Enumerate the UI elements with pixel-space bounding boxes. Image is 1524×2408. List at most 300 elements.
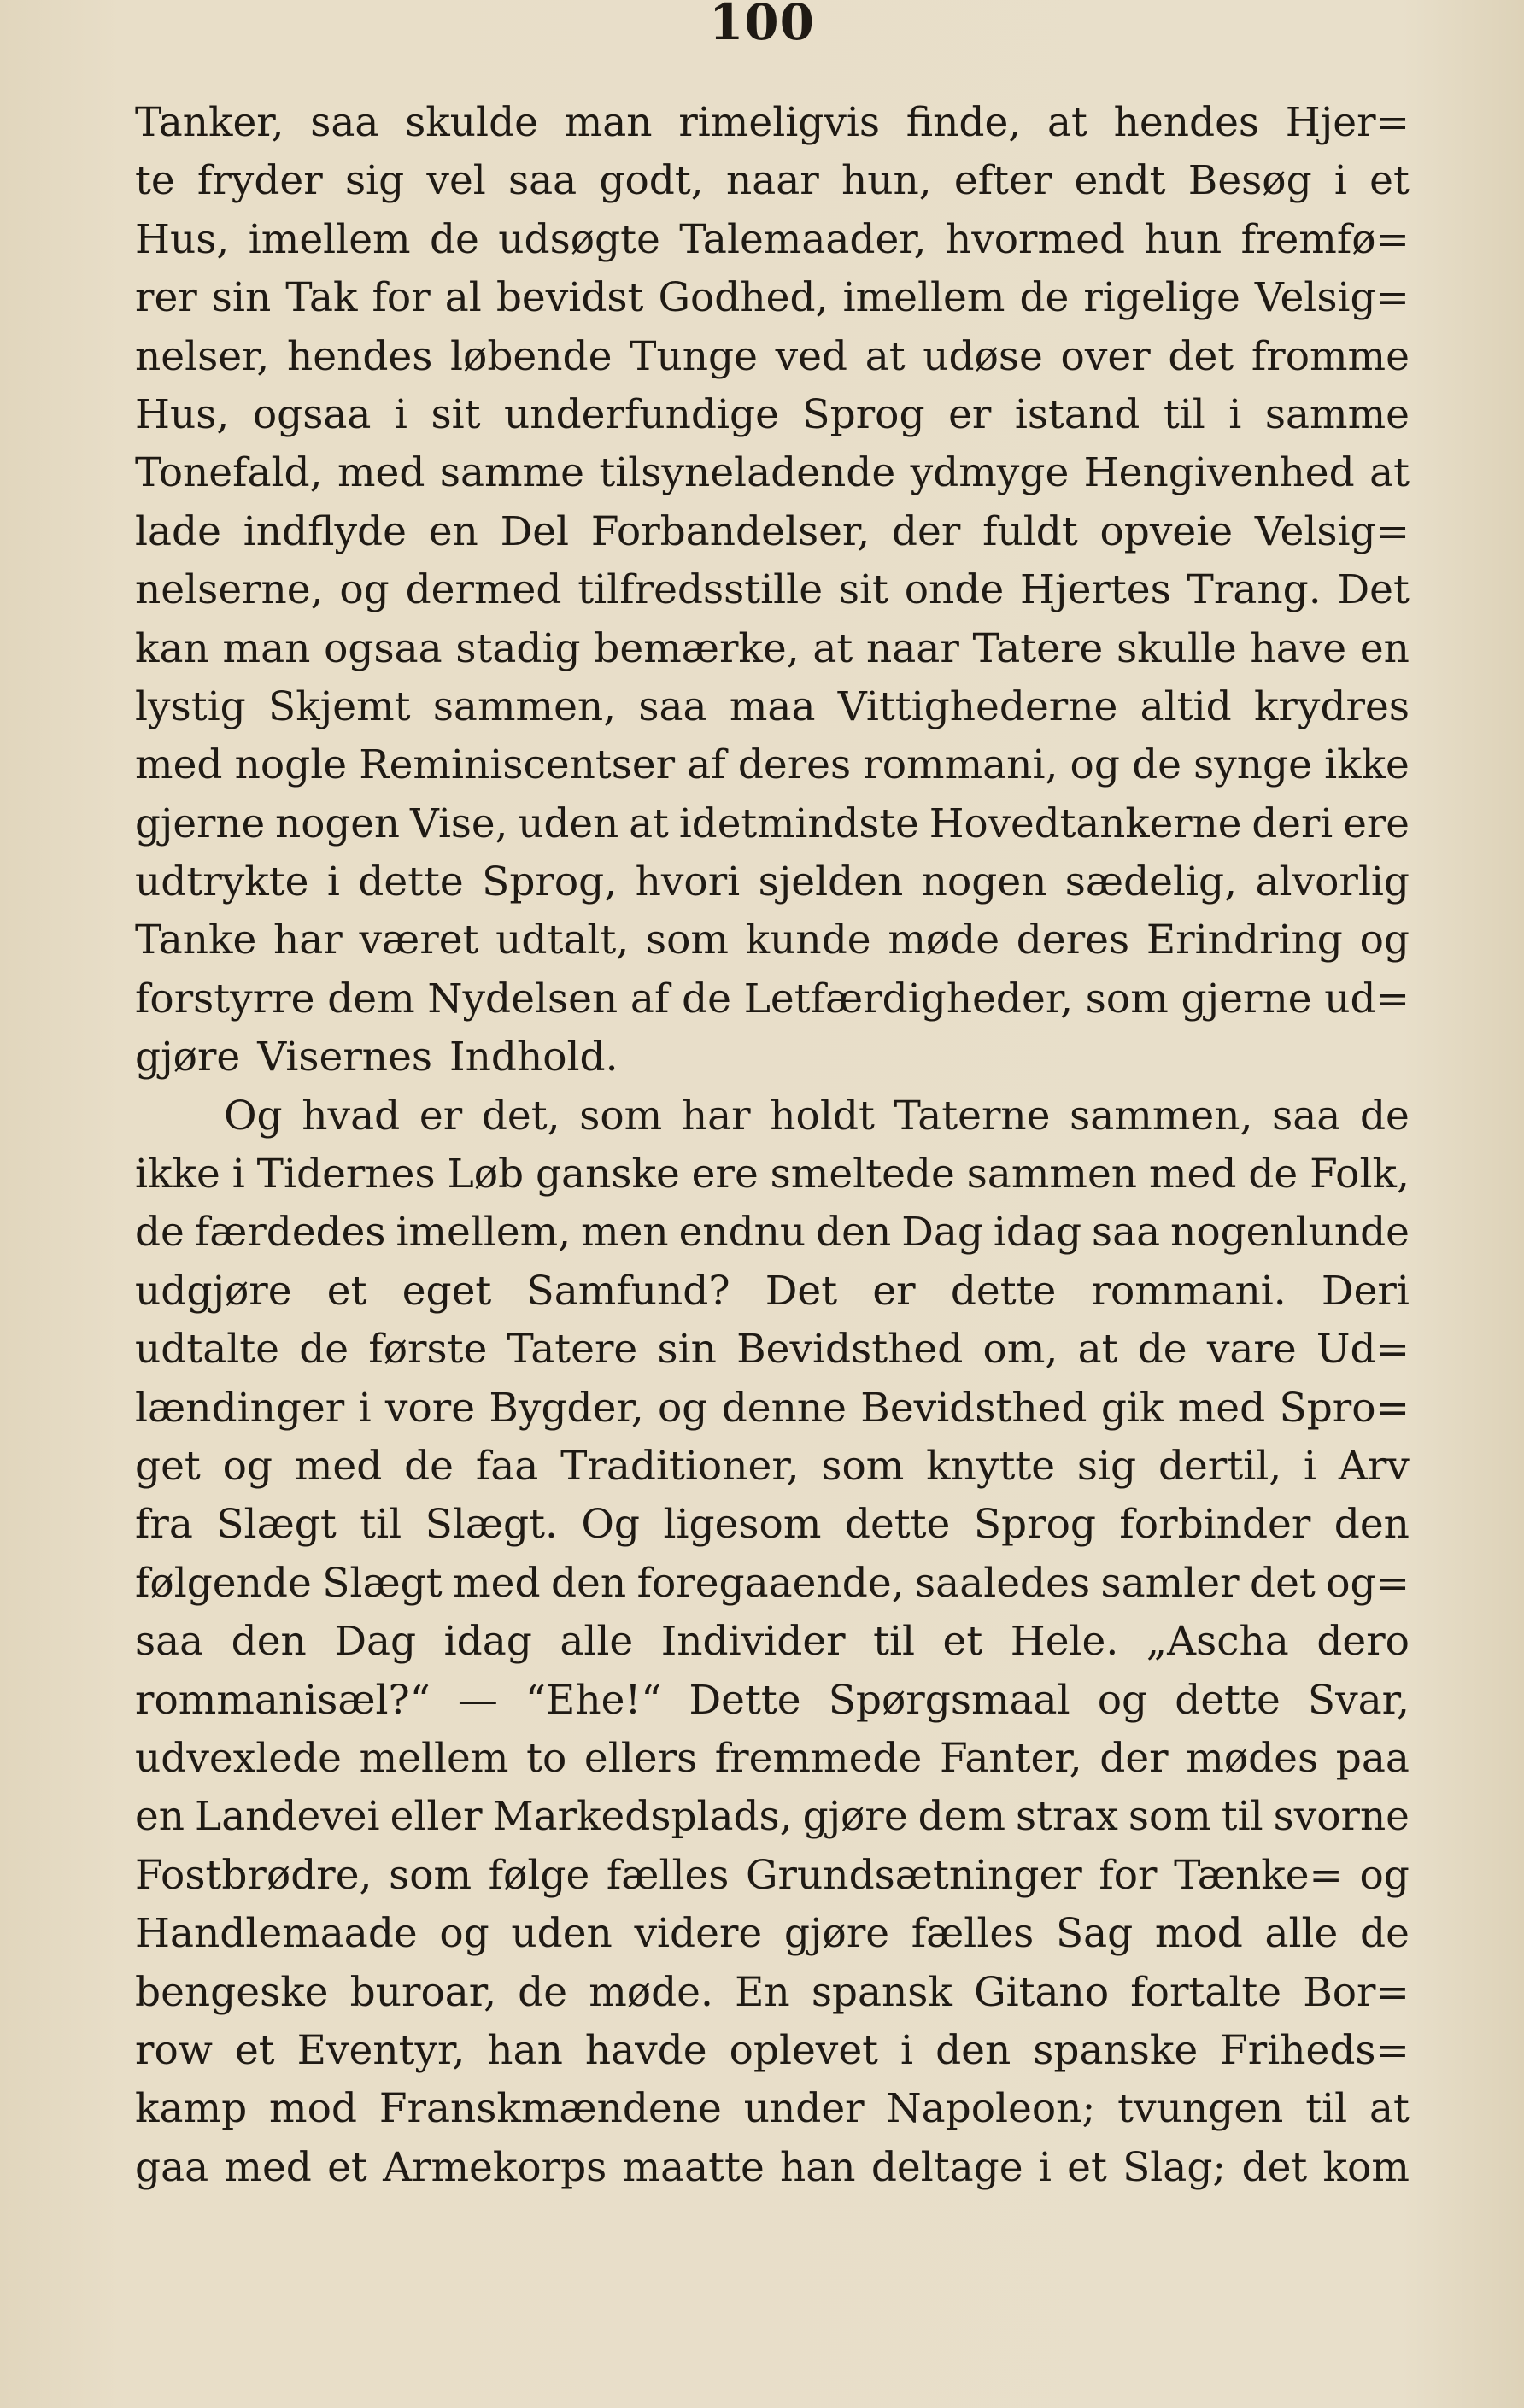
word: saa <box>638 683 707 730</box>
word: Hus, <box>135 390 230 438</box>
word: den <box>1334 1501 1410 1549</box>
text-line <box>135 1438 1410 1496</box>
word: Godhed, <box>658 274 829 322</box>
word: Besøg <box>1187 157 1312 205</box>
text-line <box>135 1730 1410 1788</box>
word: med <box>1148 1151 1237 1198</box>
word: ellers <box>583 1734 698 1782</box>
word: sit <box>431 390 481 438</box>
text-line <box>135 1788 1410 1846</box>
word: nogle <box>234 741 348 789</box>
word: Franskmændene <box>378 2085 722 2133</box>
word: og <box>439 1910 489 1958</box>
word: rigelige <box>1083 274 1240 322</box>
word: Hjertes <box>1020 566 1171 614</box>
word: sædelig, <box>1064 858 1238 906</box>
word: to <box>526 1734 567 1782</box>
word: tilfredsstille <box>577 566 824 614</box>
word: fryder <box>196 157 323 205</box>
word: lade <box>135 507 221 555</box>
word: Reminiscentser <box>359 741 676 789</box>
word: „Ascha <box>1146 1618 1289 1666</box>
word: endnu <box>678 1209 806 1257</box>
word: Tatere <box>507 1326 638 1374</box>
word: i <box>394 390 407 438</box>
word: at <box>1046 99 1087 146</box>
word: de <box>299 1326 349 1374</box>
word: Slægt <box>322 1559 443 1607</box>
word: have <box>1250 624 1347 672</box>
text-line <box>135 1263 1410 1321</box>
word: Slægt <box>216 1501 337 1549</box>
word: vore <box>384 1384 476 1432</box>
word: ogsaa <box>324 624 443 672</box>
word: te <box>135 157 175 205</box>
word: det <box>1241 2143 1308 2191</box>
word: udgjøre <box>135 1267 292 1315</box>
word: Fanter, <box>939 1734 1082 1782</box>
word: idag <box>993 1209 1081 1257</box>
word: dette <box>1175 1676 1281 1724</box>
word: i <box>1304 1442 1317 1490</box>
word: udtrykte <box>135 858 309 906</box>
word: Tak <box>285 274 358 322</box>
word: Slag; <box>1122 2143 1227 2191</box>
word: Vise, <box>410 800 508 847</box>
word: som <box>1128 1793 1211 1841</box>
word: er <box>948 390 992 438</box>
text-line <box>135 1613 1410 1671</box>
word: og <box>658 1384 708 1432</box>
word: bengeske <box>135 1968 329 2016</box>
word: i <box>1038 2143 1052 2191</box>
word: opveie <box>1099 507 1234 555</box>
text-line <box>135 152 1410 210</box>
word: Nydelsen <box>427 975 618 1022</box>
word: og <box>1359 917 1410 964</box>
word: den <box>816 1209 892 1257</box>
word: eller <box>390 1793 483 1841</box>
word: Erindring <box>1146 917 1343 964</box>
word: naar <box>866 624 959 672</box>
word: maatte <box>622 2143 765 2191</box>
word: sig <box>1076 1442 1137 1490</box>
word: følge <box>488 1851 590 1899</box>
word: et <box>1067 2143 1107 2191</box>
word: Vittighederne <box>837 683 1118 730</box>
word: fælles <box>911 1910 1035 1958</box>
word: til <box>873 1618 916 1666</box>
word: Hus, <box>135 215 230 263</box>
word: har <box>681 1092 751 1140</box>
word: ogsaa <box>252 390 372 438</box>
word: buroar, <box>349 1968 497 2016</box>
word: forbinder <box>1119 1501 1311 1549</box>
word: rommani. <box>1091 1267 1287 1315</box>
word: dette <box>844 1501 951 1549</box>
word: man <box>222 624 311 672</box>
word: foregaaende, <box>636 1559 905 1607</box>
word: for <box>372 274 431 322</box>
word: med <box>453 1559 541 1607</box>
word: skulle <box>1116 624 1237 672</box>
word: ud= <box>1324 975 1410 1022</box>
word: sin <box>211 274 272 322</box>
word: Spro= <box>1279 1384 1410 1432</box>
word: Arv <box>1338 1442 1410 1490</box>
word: sammen, <box>1070 1092 1253 1140</box>
word: Eventyr, <box>296 2026 466 2074</box>
text-line <box>135 211 1410 269</box>
word: gjøre <box>135 1034 241 1081</box>
text-line <box>135 795 1410 853</box>
word: svorne <box>1273 1793 1410 1841</box>
word: rimeligvis <box>678 99 881 146</box>
word: hvad <box>302 1092 401 1140</box>
word: kunde <box>745 917 871 964</box>
word: deltage <box>870 2143 1023 2191</box>
word: row <box>135 2026 213 2074</box>
word: er <box>419 1092 463 1140</box>
word: Traditioner, <box>560 1442 800 1490</box>
text-line <box>135 2022 1410 2080</box>
word: alle <box>1264 1910 1339 1958</box>
word: Og <box>224 1092 283 1140</box>
word: endt <box>1074 157 1166 205</box>
word: saa <box>310 99 379 146</box>
text-line <box>135 1964 1410 2022</box>
word: uden <box>518 800 619 847</box>
word: Friheds= <box>1220 2026 1410 2074</box>
word: stadig <box>455 624 581 672</box>
word: Tanker, <box>135 99 284 146</box>
word: synge <box>1193 741 1312 789</box>
word: Dag <box>901 1209 983 1257</box>
word: og <box>339 566 390 614</box>
word: Visernes <box>257 1034 433 1081</box>
word: et <box>1369 157 1410 205</box>
word: over <box>1060 332 1151 380</box>
word: Hengivenhed <box>1083 449 1355 497</box>
word: Svar, <box>1307 1676 1410 1724</box>
word: udsøgte <box>498 215 660 263</box>
word: dem <box>327 975 415 1022</box>
word: deri <box>1251 800 1334 847</box>
word: Ud= <box>1316 1326 1410 1374</box>
word: al <box>444 274 482 322</box>
word: Bevidsthed <box>736 1326 964 1374</box>
word: kan <box>135 624 209 672</box>
word: underfundige <box>504 390 779 438</box>
word: finde, <box>906 99 1022 146</box>
word: hun <box>1144 215 1222 263</box>
word: Taterne <box>894 1092 1051 1140</box>
word: en <box>135 1793 185 1841</box>
word: et <box>326 1267 367 1315</box>
text-line <box>135 444 1410 502</box>
word: Fostbrødre, <box>135 1851 372 1899</box>
word: en <box>1359 624 1410 672</box>
word: Samfund? <box>526 1267 730 1315</box>
word: sig <box>344 157 405 205</box>
word: mellem <box>359 1734 509 1782</box>
word: et <box>234 2026 275 2074</box>
word: Hele. <box>1010 1618 1119 1666</box>
word: løbende <box>450 332 613 380</box>
word: mødes <box>1186 1734 1319 1782</box>
word: alvorlig <box>1255 858 1410 906</box>
word: under <box>743 2085 865 2133</box>
word: saa <box>135 1618 204 1666</box>
word: de <box>1248 1151 1298 1198</box>
word: i <box>232 1151 245 1198</box>
text-line <box>135 1380 1410 1438</box>
word: den <box>550 1559 627 1607</box>
text-line <box>135 269 1410 327</box>
word: spansk <box>811 1968 952 2016</box>
word: smeltede <box>770 1151 955 1198</box>
word: men <box>581 1209 669 1257</box>
word: saaledes <box>915 1559 1091 1607</box>
word: dem <box>917 1793 1005 1841</box>
word: — <box>457 1676 498 1724</box>
word: onde <box>904 566 1005 614</box>
word: strax <box>1016 1793 1118 1841</box>
word: følgende <box>135 1559 312 1607</box>
word: til <box>1221 1793 1263 1841</box>
word: oplevet <box>729 2026 879 2074</box>
word: sin <box>657 1326 717 1374</box>
word: i <box>358 1384 372 1432</box>
word: sjelden <box>758 858 904 906</box>
word: og <box>1070 741 1120 789</box>
word: ligesom <box>663 1501 822 1549</box>
word: det <box>1168 332 1234 380</box>
word: kamp <box>135 2085 248 2133</box>
text-line <box>135 561 1410 619</box>
word: Velsig= <box>1254 274 1410 322</box>
word: Del <box>500 507 570 555</box>
word: Individer <box>660 1618 846 1666</box>
text-line <box>135 1672 1410 1730</box>
body-text <box>135 94 1410 2197</box>
word: fælles <box>606 1851 730 1899</box>
word: de <box>404 1442 454 1490</box>
word: ikke <box>135 1151 220 1198</box>
word: de <box>1132 741 1181 789</box>
word: med <box>135 741 223 789</box>
word: Velsig= <box>1254 507 1410 555</box>
word: udtalte <box>135 1326 279 1374</box>
word: med <box>1177 1384 1266 1432</box>
word: som <box>821 1442 905 1490</box>
word: knytte <box>926 1442 1056 1490</box>
word: en <box>428 507 478 555</box>
word: om, <box>982 1326 1058 1374</box>
word: bevidst <box>495 274 644 322</box>
word: ydmyge <box>910 449 1070 497</box>
word: havde <box>584 2026 707 2074</box>
word: eget <box>402 1267 492 1315</box>
word: saa <box>508 157 577 205</box>
word: Sprog, <box>482 858 618 906</box>
word: at <box>629 800 669 847</box>
text-line <box>135 853 1410 911</box>
word: efter <box>953 157 1052 205</box>
word: Spørgsmaal <box>828 1676 1070 1724</box>
word: samler <box>1100 1559 1240 1607</box>
word: Dag <box>334 1618 417 1666</box>
word: Landevei <box>195 1793 380 1841</box>
word: møde <box>888 917 1000 964</box>
text-line <box>135 2080 1410 2138</box>
word: Tatere <box>972 624 1104 672</box>
word: Trang. <box>1187 566 1322 614</box>
text-line <box>135 503 1410 561</box>
word: saa <box>1092 1209 1161 1257</box>
word: nelser, <box>135 332 270 380</box>
word: at <box>812 624 853 672</box>
word: maa <box>729 683 816 730</box>
word: og <box>1359 1851 1410 1899</box>
word: og <box>222 1442 273 1490</box>
word: holdt <box>770 1092 875 1140</box>
text-line <box>135 1555 1410 1613</box>
word: Skjemt <box>268 683 411 730</box>
word: de <box>518 1968 568 2016</box>
word: hendes <box>286 332 433 380</box>
word: i <box>1334 157 1347 205</box>
word: man <box>564 99 653 146</box>
word: sit <box>838 566 888 614</box>
word: Slægt. <box>425 1501 558 1549</box>
word: samme <box>439 449 584 497</box>
word: nogenlunde <box>1170 1209 1410 1257</box>
word: at <box>1077 1326 1118 1374</box>
word: Tanke <box>135 917 257 964</box>
word: vel <box>426 157 486 205</box>
word: et <box>942 1618 983 1666</box>
word: mod <box>1154 1910 1243 1958</box>
word: Tonefald, <box>135 449 323 497</box>
word: de <box>135 1209 185 1257</box>
word: gjerne <box>135 800 266 847</box>
word: Forbandelser, <box>590 507 870 555</box>
word: gjerne <box>1181 975 1312 1022</box>
word: deres <box>1016 917 1130 964</box>
word: gjøre <box>802 1793 908 1841</box>
word: hun, <box>841 157 932 205</box>
word: fremfø= <box>1240 215 1410 263</box>
word: Bor= <box>1303 1968 1410 2016</box>
word: hendes <box>1113 99 1260 146</box>
word: indflyde <box>243 507 407 555</box>
word: fra <box>135 1501 193 1549</box>
word: Bevidsthed <box>860 1384 1087 1432</box>
word: “Ehe!“ <box>525 1676 662 1724</box>
word: udvexlede <box>135 1734 342 1782</box>
word: dette <box>358 858 464 906</box>
word: nogen <box>921 858 1047 906</box>
word: og= <box>1326 1559 1410 1607</box>
word: med <box>294 1442 383 1490</box>
word: videre <box>634 1910 763 1958</box>
word: bemærke, <box>594 624 800 672</box>
word: Indhold. <box>449 1034 618 1081</box>
word: udøse <box>923 332 1043 380</box>
word: Gitano <box>974 1968 1110 2016</box>
word: der <box>891 507 961 555</box>
word: der <box>1099 1734 1169 1782</box>
text-line <box>135 911 1410 970</box>
word: er <box>872 1267 916 1315</box>
word: sammen, <box>432 683 617 730</box>
word: imellem <box>248 215 411 263</box>
text-line <box>135 386 1410 444</box>
word: imellem <box>842 274 1005 322</box>
word: til <box>360 1501 402 1549</box>
word: Sprog <box>973 1501 1096 1549</box>
word: idetmindste <box>678 800 919 847</box>
word: møde. <box>589 1968 713 2016</box>
word: krydres <box>1253 683 1410 730</box>
word: imellem, <box>396 1209 572 1257</box>
word: Dette <box>689 1676 801 1724</box>
word: Folk, <box>1310 1151 1410 1198</box>
word: rer <box>135 274 197 322</box>
word: han <box>780 2143 856 2191</box>
word: sammen <box>966 1151 1138 1198</box>
word: med <box>224 2143 312 2191</box>
word: gjøre <box>783 1910 890 1958</box>
word: har <box>273 917 343 964</box>
text-line <box>135 970 1410 1028</box>
word: ved <box>775 332 848 380</box>
page-number: 100 <box>708 0 816 51</box>
word: det, <box>481 1092 560 1140</box>
word: i <box>1228 390 1242 438</box>
word: som <box>579 1092 663 1140</box>
text-line <box>135 1028 1410 1087</box>
word: Deri <box>1321 1267 1410 1315</box>
word: kom <box>1322 2143 1410 2191</box>
word: af <box>630 975 670 1022</box>
word: det <box>1249 1559 1316 1607</box>
word: første <box>368 1326 488 1374</box>
word: Tunge <box>630 332 758 380</box>
word: Armekorps <box>383 2143 607 2191</box>
word: istand <box>1014 390 1140 438</box>
text-line <box>135 1087 1410 1145</box>
word: med <box>337 449 425 497</box>
word: nogen <box>275 800 401 847</box>
word: samme <box>1264 390 1410 438</box>
word: i <box>900 2026 914 2074</box>
text-line <box>135 736 1410 794</box>
word: dero <box>1316 1618 1410 1666</box>
word: Tidernes <box>256 1151 436 1198</box>
word: tvungen <box>1117 2085 1284 2133</box>
word: ere <box>691 1151 759 1198</box>
word: gaa <box>135 2143 209 2191</box>
word: nelserne, <box>135 566 324 614</box>
word: fortalte <box>1130 1968 1282 2016</box>
word: tilsyneladende <box>599 449 896 497</box>
word: spanske <box>1033 2026 1199 2074</box>
word: Handlemaade <box>135 1910 418 1958</box>
word: fromme <box>1251 332 1410 380</box>
word: rommani, <box>863 741 1058 789</box>
